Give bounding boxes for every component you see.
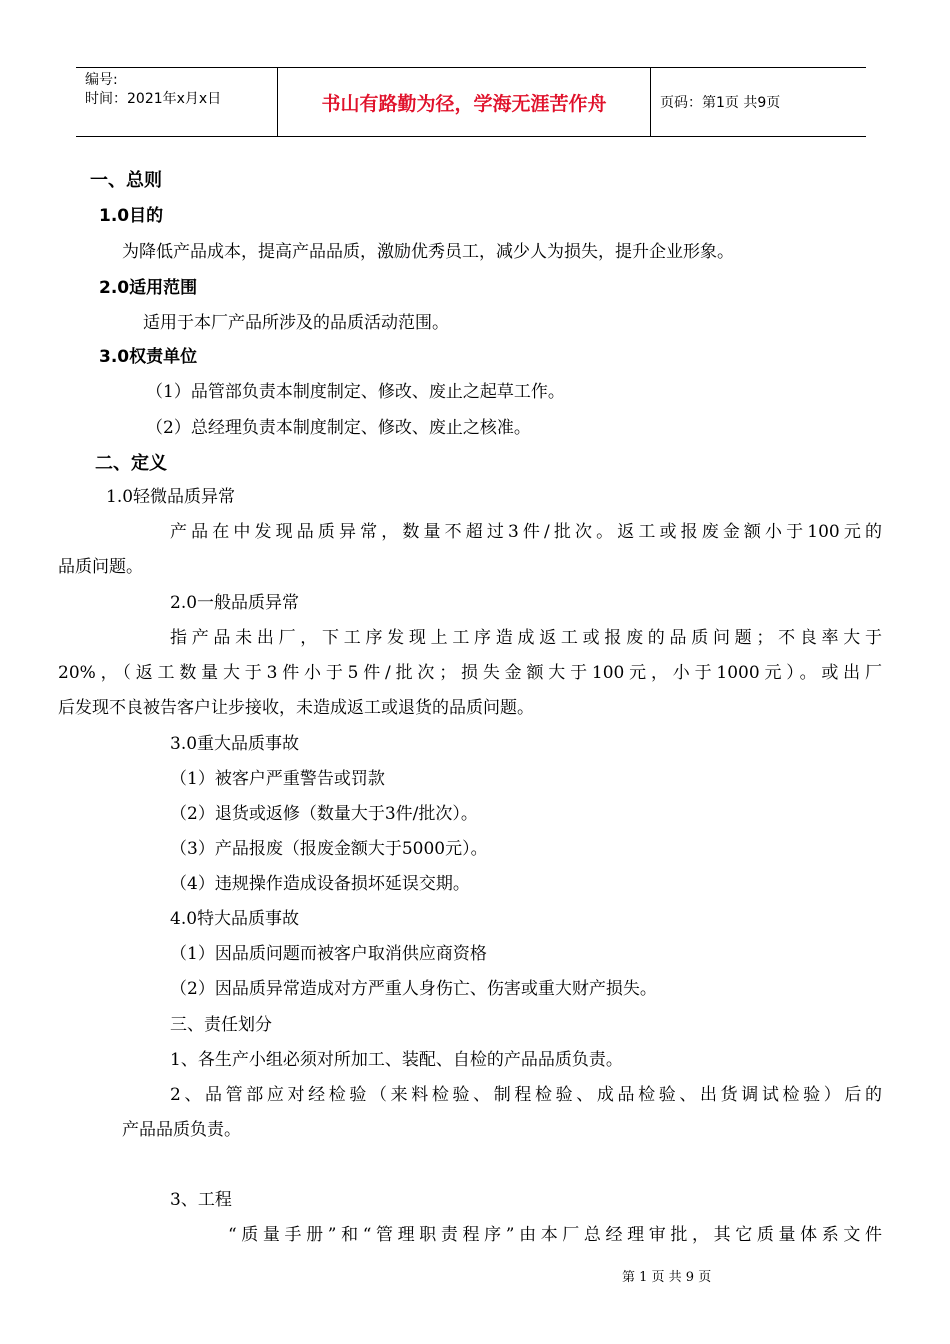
subsection-heading: 3.0权责单位 [99,347,198,367]
list-item: 3、工程 [170,1190,232,1210]
document-time-label: 时间：2021年x月x日 [85,91,222,107]
subsection-heading: 1.0轻微品质异常 [106,487,236,507]
paragraph-line: 为降低产品成本，提高产品品质，激励优秀员工，减少人为损失，提升企业形象。 [122,242,734,262]
list-item: （1）因品质问题而被客户取消供应商资格 [170,944,487,964]
list-item: （1）品管部负责本制度制定、修改、废止之起草工作。 [146,382,565,402]
subsection-heading: 2.0适用范围 [99,278,198,298]
header-page-number: 页码：第1页 共9页 [660,95,781,111]
list-item: 1、各生产小组必须对所加工、装配、自检的产品品质负责。 [170,1050,623,1070]
paragraph-line: 后发现不良被告客户让步接收，未造成返工或退货的品质问题。 [58,698,534,718]
section-heading: 二、定义 [95,453,167,474]
header-meta [85,71,275,109]
subsection-heading: 3.0重大品质事故 [170,734,300,754]
subsection-heading: 1.0目的 [99,206,164,226]
list-item: （1）被客户严重警告或罚款 [170,769,385,789]
list-item: （2）总经理负责本制度制定、修改、废止之核准。 [146,418,531,438]
paragraph-line: 指产品未出厂，下工序发现上工序造成返工或报废的品质问题；不良率大于 [170,628,882,648]
list-item: 2、品管部应对经检验（来料检验、制程检验、成品检验、出货调试检验）后的 [170,1085,882,1105]
section-heading: 三、责任划分 [170,1015,272,1035]
paragraph-line: 品质问题。 [58,557,143,577]
section-heading: 一、总则 [90,170,162,191]
paragraph-line: 产品在中发现品质异常，数量不超过3件/批次。返工或报废金额小于100元的 [170,522,882,542]
header-motto: 书山有路勤为径，学海无涯苦作舟 [321,92,607,115]
document-header [76,67,866,137]
page-footer: 第 1 页 共 9 页 [622,1270,712,1285]
paragraph-line: 20%，（返工数量大于3件小于5件/批次；损失金额大于100元，小于1000元）。或出厂 [58,663,882,683]
paragraph-line: “质量手册”和“管理职责程序”由本厂总经理审批，其它质量体系文件 [228,1225,882,1245]
paragraph-line: 产品品质负责。 [122,1120,241,1140]
subsection-heading: 4.0特大品质事故 [170,909,300,929]
list-item: （4）违规操作造成设备损坏延误交期。 [170,874,470,894]
header-divider [650,68,651,136]
paragraph-line: 适用于本厂产品所涉及的品质活动范围。 [143,313,449,333]
list-item: （3）产品报废（报废金额大于5000元）。 [170,839,488,859]
document-number-label: 编号: [85,72,118,88]
subsection-heading: 2.0一般品质异常 [170,593,300,613]
list-item: （2）因品质异常造成对方严重人身伤亡、伤害或重大财产损失。 [170,979,657,999]
list-item: （2）退货或返修（数量大于3件/批次）。 [170,804,478,824]
